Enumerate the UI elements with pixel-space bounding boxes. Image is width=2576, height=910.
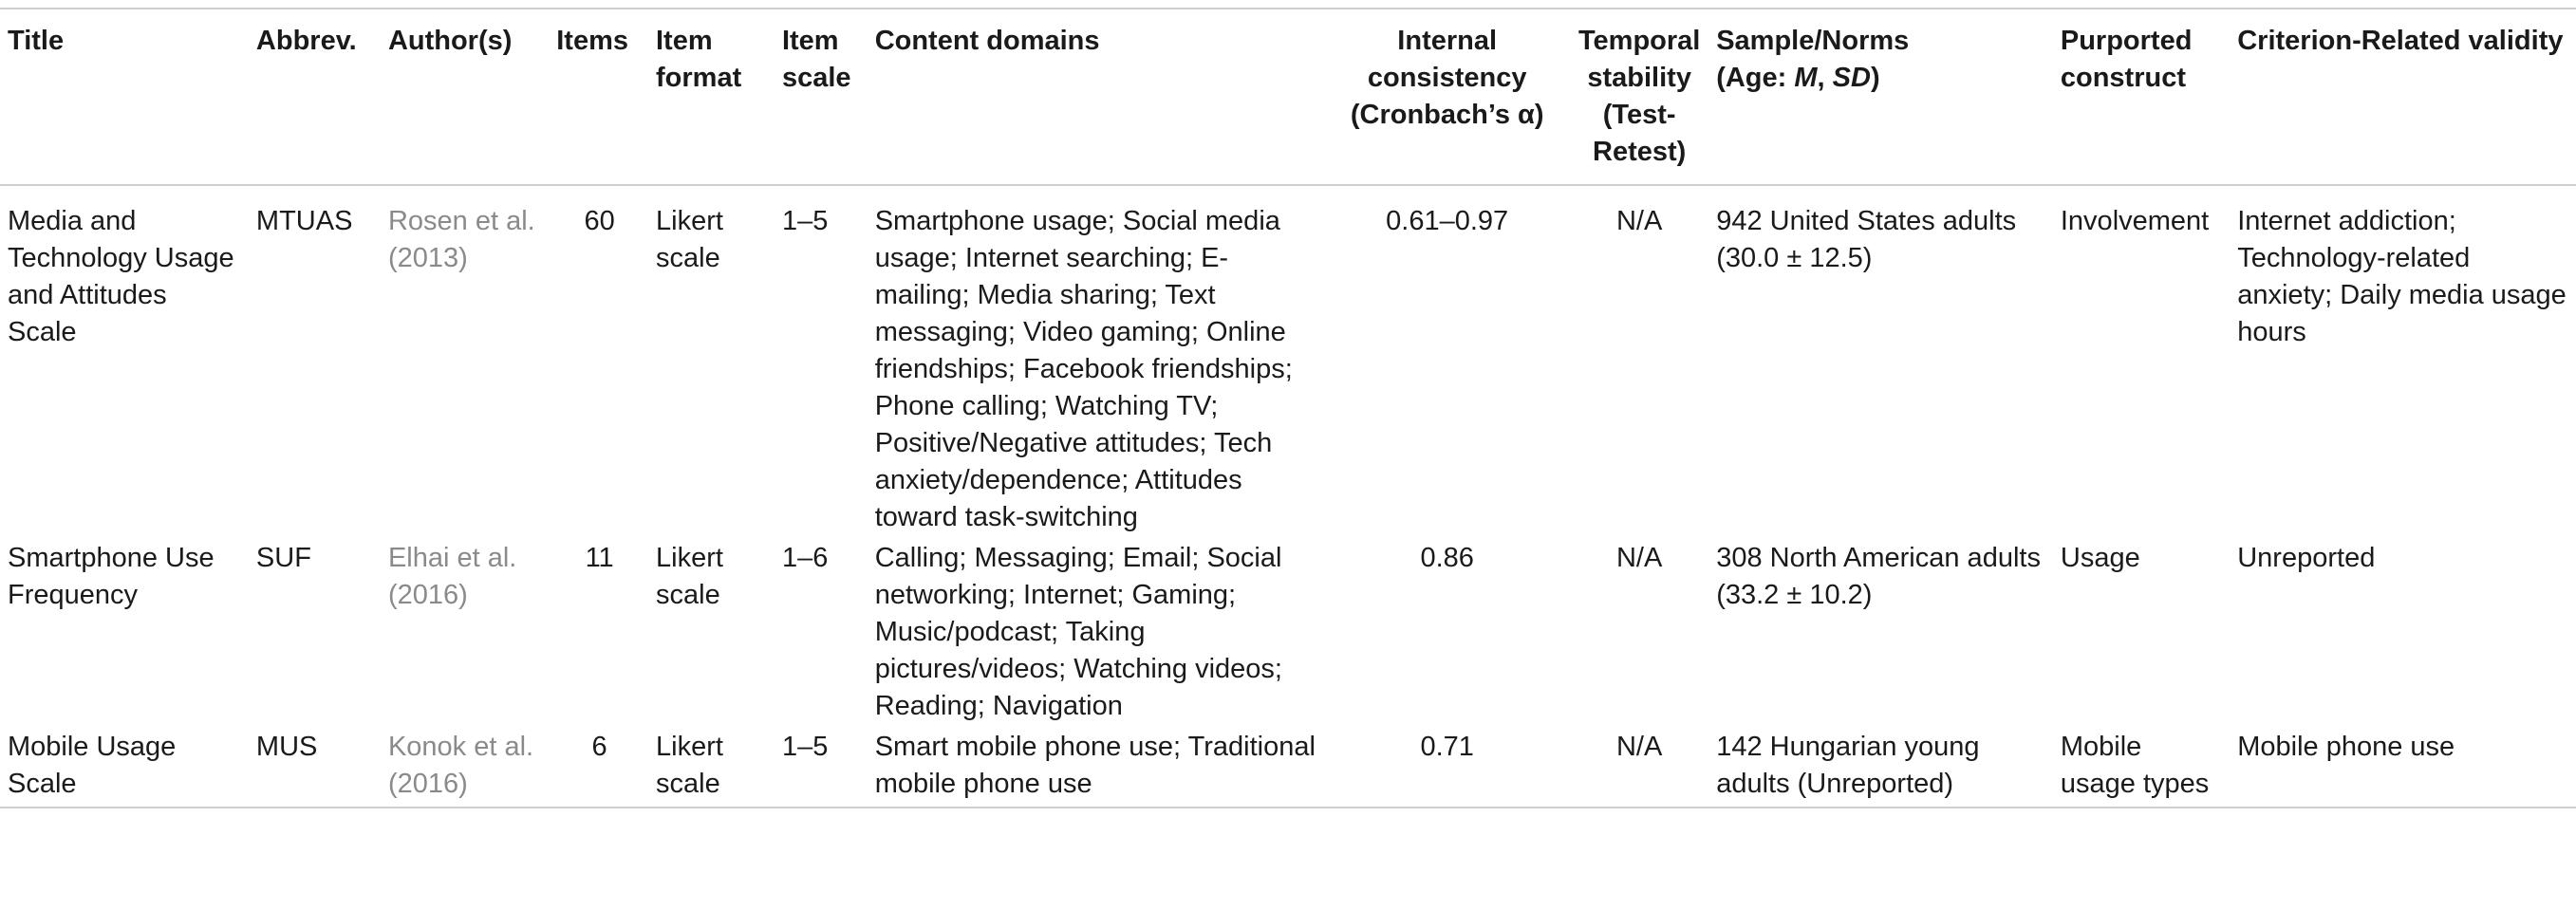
header-title: Title bbox=[8, 26, 65, 56]
cell-authors-link[interactable]: Konok et al. (2016) bbox=[387, 732, 534, 799]
table-row bbox=[0, 185, 2576, 540]
header-authors: Author(s) bbox=[387, 26, 513, 56]
header-item-format: Item format bbox=[656, 26, 742, 93]
cell-purported-construct: Involvement bbox=[2060, 206, 2210, 236]
header-item-scale: Item scale bbox=[781, 26, 851, 93]
scales-table bbox=[0, 8, 2576, 808]
cell-items: 60 bbox=[584, 206, 615, 236]
cell-item-format: Likert scale bbox=[656, 206, 723, 273]
header-criterion-validity: Criterion-Related validity bbox=[2237, 26, 2564, 56]
cell-items: 6 bbox=[591, 732, 607, 762]
cell-temporal-stability: N/A bbox=[1615, 732, 1663, 762]
cell-authors-link[interactable]: Rosen et al. (2013) bbox=[387, 206, 535, 273]
table-header bbox=[0, 9, 2576, 185]
cell-internal-consistency: 0.86 bbox=[1420, 543, 1474, 573]
cell-internal-consistency: 0.61–0.97 bbox=[1386, 206, 1509, 236]
header-sample-norms-m: M bbox=[1794, 63, 1818, 93]
table-row bbox=[0, 540, 2576, 729]
cell-authors-link[interactable]: Elhai et al. (2016) bbox=[387, 543, 517, 610]
cell-item-scale: 1–5 bbox=[781, 206, 829, 236]
cell-sample-norms: 942 United States adults (30.0 ± 12.5) bbox=[1716, 206, 2017, 273]
cell-content-domains: Calling; Messaging; Email; Social networking; Internet; Gaming; Music/podcast; Taking pictures/videos; Watching videos; Reading; Navigation bbox=[874, 543, 1282, 721]
cell-criterion-validity: Internet addiction; Technology-related anxiety; Daily media usage hours bbox=[2237, 206, 2567, 347]
header-items: Items bbox=[556, 26, 628, 56]
cell-items: 11 bbox=[585, 543, 614, 573]
cell-internal-consistency: 0.71 bbox=[1420, 732, 1474, 762]
cell-sample-norms: 142 Hungarian young adults (Unreported) bbox=[1716, 732, 1980, 799]
header-sample-norms-age: (Age: bbox=[1716, 63, 1795, 93]
cell-title: Smartphone Use Frequency bbox=[8, 543, 215, 610]
header-sample-norms bbox=[1708, 9, 2053, 185]
header-abbrev: Abbrev. bbox=[255, 26, 357, 56]
cell-abbrev: MTUAS bbox=[255, 206, 353, 236]
header-content-domains: Content domains bbox=[874, 26, 1100, 56]
header-row bbox=[0, 9, 2576, 185]
cell-abbrev: MUS bbox=[255, 732, 318, 762]
header-sample-norms-sd: SD bbox=[1832, 63, 1871, 93]
table-body bbox=[0, 185, 2576, 808]
cell-item-format: Likert scale bbox=[656, 732, 723, 799]
cell-title: Media and Technology Usage and Attitudes Scale bbox=[8, 206, 234, 347]
cell-criterion-validity: Mobile phone use bbox=[2237, 732, 2455, 762]
header-sample-norms-close: ) bbox=[1870, 63, 1880, 93]
header-internal-consistency: Internal consistency (Cronbach’s α) bbox=[1350, 26, 1544, 130]
table-row bbox=[0, 729, 2576, 808]
header-sample-norms-prefix: Sample/Norms bbox=[1716, 26, 1910, 56]
cell-temporal-stability: N/A bbox=[1615, 206, 1663, 236]
cell-content-domains: Smartphone usage; Social media usage; Internet searching; E-mailing; Media sharing; Text messaging; Video gaming; Online friendships; Facebook friendships; Phone calling; Watching TV; Positive/Negative attitudes; Tech anxiety/dependence; Attitudes toward task-switching bbox=[874, 206, 1293, 532]
header-purported-construct: Purported construct bbox=[2060, 26, 2193, 93]
cell-content-domains: Smart mobile phone use; Traditional mobile phone use bbox=[874, 732, 1316, 799]
cell-sample-norms: 308 North American adults (33.2 ± 10.2) bbox=[1716, 543, 2041, 610]
cell-item-format: Likert scale bbox=[656, 543, 723, 610]
cell-item-scale: 1–5 bbox=[781, 732, 829, 762]
cell-item-scale: 1–6 bbox=[781, 543, 829, 573]
cell-title: Mobile Usage Scale bbox=[8, 732, 177, 799]
cell-abbrev: SUF bbox=[255, 543, 311, 573]
cell-purported-construct: Mobile usage types bbox=[2060, 732, 2210, 799]
cell-criterion-validity: Unreported bbox=[2237, 543, 2376, 573]
header-temporal-stability: Temporal stability (Test-Retest) bbox=[1577, 26, 1701, 167]
cell-temporal-stability: N/A bbox=[1615, 543, 1663, 573]
cell-purported-construct: Usage bbox=[2060, 543, 2140, 573]
header-sample-norms-sep: , bbox=[1817, 63, 1833, 93]
